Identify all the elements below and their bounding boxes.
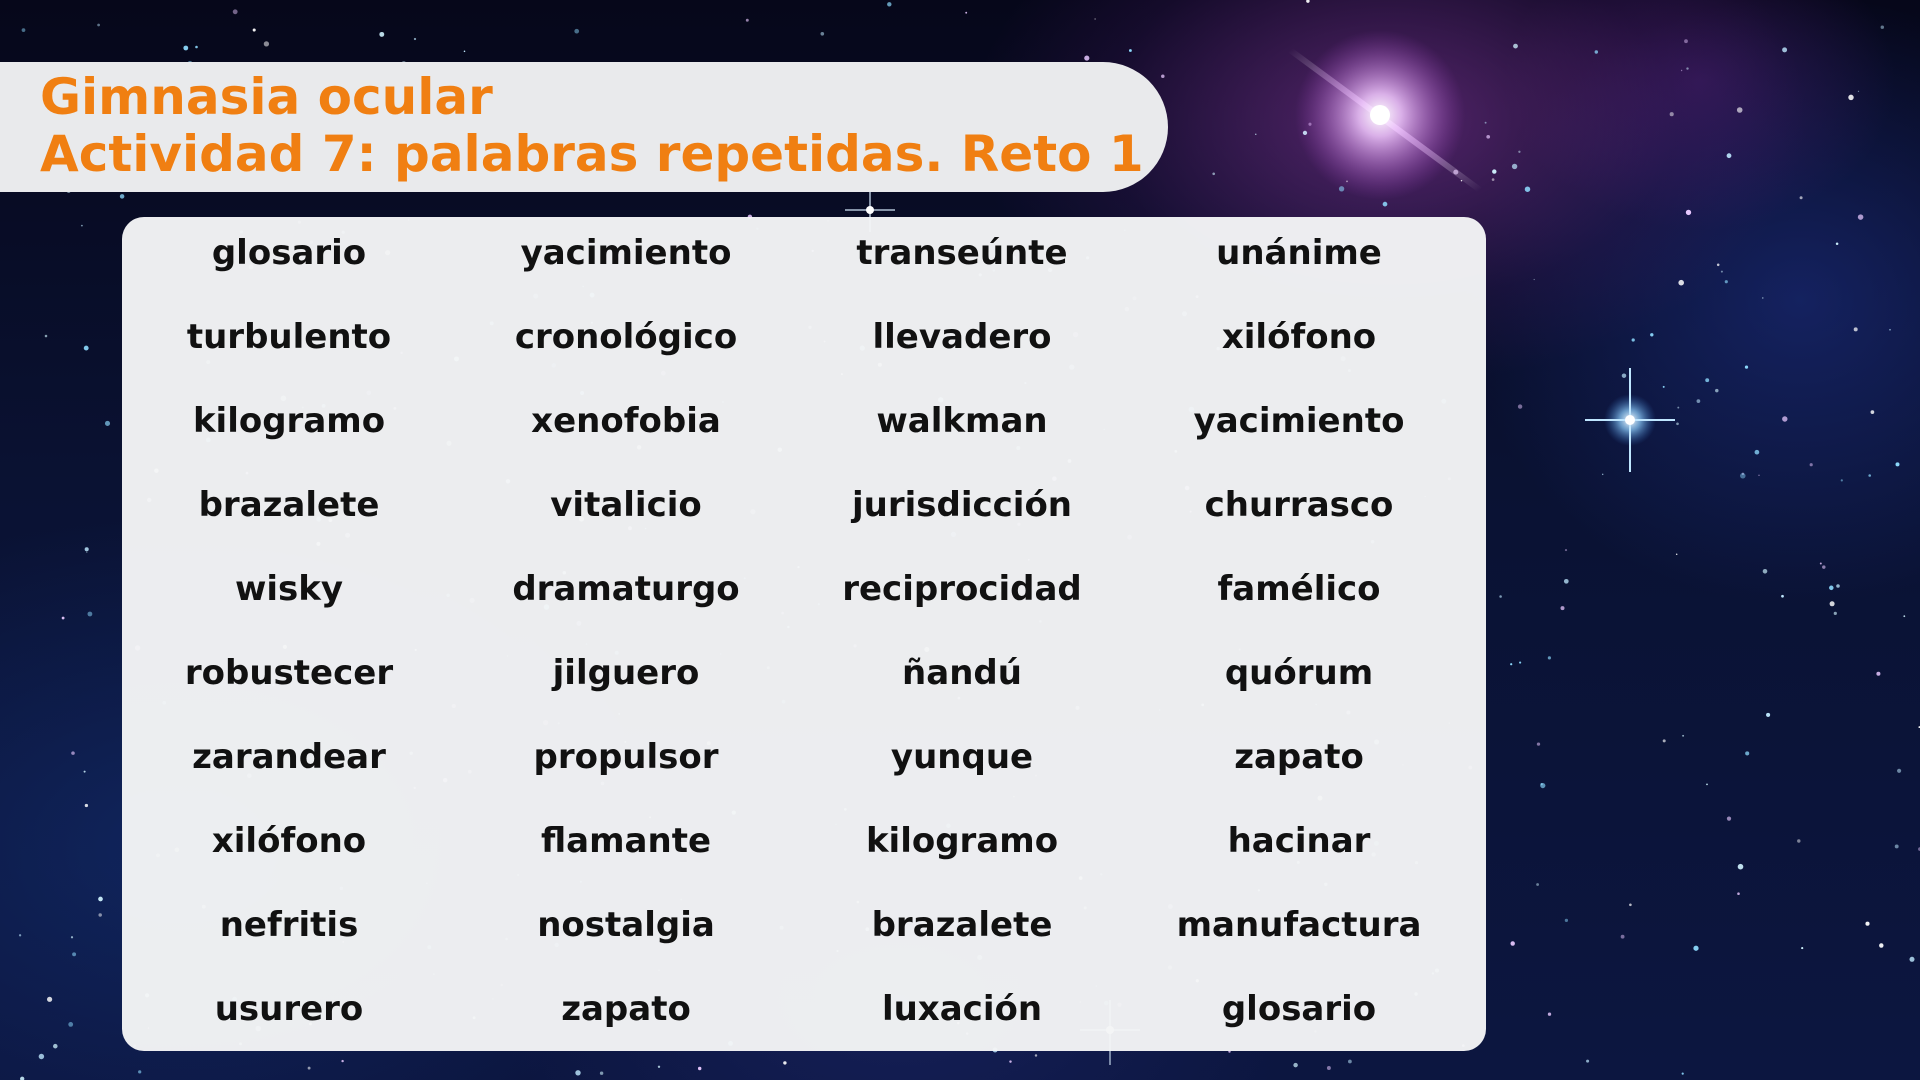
word-item: quórum	[1224, 653, 1374, 693]
word-item: zapato	[1234, 737, 1364, 777]
star-dot	[98, 897, 103, 902]
star-dot	[1800, 196, 1803, 199]
star-dot	[1871, 410, 1875, 414]
star-dot	[20, 1077, 24, 1080]
star-dot	[1903, 615, 1905, 617]
activity-subject-title: Gimnasia ocular	[40, 68, 493, 126]
star-dot	[1782, 47, 1787, 52]
star-dot	[1518, 404, 1522, 408]
word-item: zarandear	[192, 737, 386, 777]
star-dot	[1745, 751, 1749, 755]
star-dot	[1486, 135, 1490, 139]
star-dot	[1513, 44, 1518, 49]
star-dot	[1763, 569, 1768, 574]
star-dot	[264, 41, 269, 46]
star-dot	[1499, 595, 1502, 598]
star-dot	[1725, 280, 1728, 283]
star-dot	[1841, 479, 1843, 481]
word-item: reciprocidad	[842, 569, 1082, 609]
star-dot	[1858, 214, 1864, 220]
star-dot	[341, 1060, 343, 1062]
star-dot	[62, 617, 65, 620]
word-item: churrasco	[1204, 485, 1394, 525]
word-item: xenofobia	[531, 401, 721, 441]
star-dot	[1293, 1063, 1297, 1067]
word-item: jurisdicción	[851, 485, 1073, 525]
star-dot	[464, 51, 466, 53]
star-dot	[195, 46, 198, 49]
star-dot	[1621, 935, 1625, 939]
word-item: wisky	[234, 569, 344, 609]
star-dot	[887, 2, 891, 6]
star-dot	[1686, 67, 1688, 69]
word-item: transeúnte	[856, 233, 1068, 273]
star-dot	[1865, 922, 1869, 926]
star-dot	[1889, 329, 1891, 331]
star-dot	[45, 335, 48, 338]
word-item: manufactura	[1176, 905, 1422, 945]
star-dot	[379, 32, 384, 37]
star-dot	[47, 997, 52, 1002]
activity-title: Actividad 7: palabras repetidas. Reto 1	[40, 125, 1144, 183]
star-dot	[1561, 606, 1565, 610]
star-dot	[22, 28, 26, 32]
star-dot	[1909, 957, 1914, 962]
star-dot	[1737, 892, 1740, 895]
word-item: nefritis	[219, 905, 359, 945]
star-dot	[1745, 365, 1748, 368]
star-dot	[1676, 422, 1679, 425]
word-item: usurero	[214, 989, 364, 1029]
star-dot	[1663, 386, 1665, 388]
star-dot	[1782, 416, 1787, 421]
star-dot	[1810, 463, 1813, 466]
star-dot	[1518, 151, 1520, 153]
star-dot	[84, 346, 89, 351]
star-dot	[1629, 903, 1632, 906]
star-dot	[1829, 586, 1834, 591]
star-dot	[1510, 941, 1514, 945]
star-dot	[85, 547, 89, 551]
star-dot	[1820, 563, 1822, 565]
star-dot	[1801, 947, 1803, 949]
star-dot	[1677, 407, 1679, 409]
star-dot	[1327, 1066, 1331, 1070]
star-dot	[1586, 1060, 1589, 1063]
star-dot	[1536, 883, 1539, 886]
star-dot	[1721, 271, 1723, 273]
star-dot	[965, 12, 967, 14]
star-dot	[1693, 946, 1698, 951]
star-dot	[1684, 39, 1688, 43]
star-dot	[71, 936, 73, 938]
star-dot	[1836, 584, 1840, 588]
star-dot	[783, 1061, 786, 1064]
star-dot	[1485, 122, 1487, 124]
star-dot	[1255, 134, 1256, 135]
star-dot	[85, 804, 88, 807]
star-dot	[97, 24, 100, 27]
star-dot	[1348, 1060, 1352, 1064]
star-dot	[98, 913, 101, 916]
star-dot	[1834, 612, 1837, 615]
star-dot	[1895, 844, 1899, 848]
star-dot	[1715, 389, 1718, 392]
star-dot	[1755, 450, 1760, 455]
star-dot	[414, 38, 416, 40]
word-item: yunque	[890, 737, 1034, 777]
word-item: brazalete	[871, 905, 1053, 945]
star-dot	[1762, 297, 1763, 298]
word-item: yacimiento	[520, 233, 732, 273]
star-dot	[87, 612, 92, 617]
star-dot	[1881, 25, 1884, 28]
star-dot	[1868, 474, 1871, 477]
word-item: nostalgia	[537, 905, 715, 945]
star-dot	[1510, 663, 1512, 665]
star-dot	[658, 1066, 660, 1068]
star-dot	[1009, 1060, 1011, 1062]
word-item: luxación	[881, 989, 1043, 1029]
word-item: robustecer	[184, 653, 394, 693]
word-item: walkman	[876, 401, 1048, 441]
star-dot	[1848, 95, 1853, 100]
word-item: propulsor	[533, 737, 719, 777]
star-dot	[1537, 742, 1540, 745]
star-dot	[1896, 462, 1900, 466]
star-dot	[1565, 549, 1567, 551]
star-dot	[53, 1044, 58, 1049]
star-dot	[1383, 202, 1388, 207]
star-dot	[1766, 713, 1770, 717]
star-dot	[1650, 333, 1653, 336]
star-dot	[19, 934, 21, 936]
word-item: zapato	[561, 989, 691, 1029]
star-dot	[1094, 18, 1095, 19]
star-dot	[68, 1022, 73, 1027]
star-dot	[84, 771, 86, 773]
star-dot	[746, 19, 749, 22]
star-dot	[81, 225, 83, 227]
star-dot	[1492, 169, 1496, 173]
star-dot	[86, 552, 87, 553]
star-dot	[1682, 1073, 1684, 1075]
word-item: xilófono	[211, 821, 367, 861]
star-dot	[1548, 656, 1551, 659]
star-dot	[1622, 373, 1627, 378]
word-item: turbulento	[186, 317, 392, 357]
star-dot	[1632, 338, 1635, 341]
star-dot	[1854, 327, 1858, 331]
star-dot	[1678, 280, 1684, 286]
word-item: kilogramo	[192, 401, 386, 441]
star-dot	[1897, 769, 1901, 773]
word-item: hacinar	[1227, 821, 1371, 861]
star-dot	[120, 194, 125, 199]
star-dot	[1705, 378, 1709, 382]
word-item: unánime	[1216, 233, 1382, 273]
word-item: ñandú	[902, 653, 1022, 693]
star-dot	[1548, 1013, 1551, 1016]
star-dot	[233, 9, 238, 14]
word-item: glosario	[211, 233, 367, 273]
star-dot	[1129, 49, 1132, 52]
star-dot	[1670, 112, 1674, 116]
blue-star-flare	[1585, 368, 1675, 472]
star-dot	[1797, 839, 1800, 842]
star-dot	[1876, 672, 1880, 676]
star-dot	[1717, 264, 1720, 267]
word-item: llevadero	[872, 317, 1052, 357]
star-dot	[1740, 473, 1746, 479]
star-dot	[574, 29, 579, 34]
star-dot	[1706, 783, 1708, 785]
star-dot	[1306, 0, 1309, 3]
word-item: glosario	[1221, 989, 1377, 1029]
star-dot	[1781, 595, 1784, 598]
star-dot	[1512, 164, 1517, 169]
star-dot	[253, 28, 256, 31]
star-dot	[1602, 474, 1603, 475]
word-item: yacimiento	[1193, 401, 1405, 441]
purple-flare	[1290, 30, 1480, 200]
star-dot	[1738, 864, 1744, 870]
star-dot	[1682, 735, 1684, 737]
star-dot	[1697, 399, 1701, 403]
word-item: dramaturgo	[512, 569, 740, 609]
star-dot	[1534, 279, 1535, 280]
star-dot	[1035, 1054, 1037, 1056]
star-dot	[1686, 210, 1691, 215]
star-dot	[71, 751, 75, 755]
star-dot	[600, 1071, 603, 1074]
star-dot	[72, 952, 76, 956]
word-item: jilguero	[552, 653, 700, 693]
star-dot	[1161, 74, 1165, 78]
word-panel	[122, 217, 1486, 1051]
star-dot	[1564, 579, 1569, 584]
star-dot	[1676, 553, 1678, 555]
star-dot	[1737, 107, 1743, 113]
word-item: xilófono	[1221, 317, 1377, 357]
star-dot	[1492, 178, 1495, 181]
star-dot	[1565, 919, 1568, 922]
star-dot	[1084, 56, 1089, 61]
star-dot	[39, 1054, 44, 1059]
star-dot	[1681, 70, 1682, 71]
star-dot	[1212, 172, 1215, 175]
star-dot	[1525, 186, 1530, 191]
star-dot	[138, 1070, 141, 1073]
star-dot	[183, 46, 188, 51]
star-dot	[1858, 91, 1859, 92]
word-item: cronológico	[514, 317, 738, 357]
star-dot	[1879, 943, 1883, 947]
word-item: famélico	[1217, 569, 1381, 609]
star-dot	[308, 1067, 311, 1070]
word-grid	[122, 217, 1486, 1051]
star-dot	[1830, 601, 1835, 606]
star-dot	[1540, 783, 1542, 785]
star-dot	[1836, 242, 1839, 245]
star-dot	[1595, 50, 1598, 53]
word-item: brazalete	[198, 485, 380, 525]
star-dot	[820, 32, 824, 36]
star-dot	[1519, 662, 1521, 664]
star-dot	[1822, 565, 1825, 568]
star-dot	[698, 1067, 701, 1070]
word-item: flamante	[540, 821, 712, 861]
star-dot	[105, 421, 110, 426]
word-item: vitalicio	[550, 485, 702, 525]
star-dot	[1758, 475, 1759, 476]
star-dot	[1727, 153, 1732, 158]
star-dot	[1663, 739, 1666, 742]
word-item: kilogramo	[865, 821, 1059, 861]
star-dot	[575, 1070, 580, 1075]
star-dot	[1727, 816, 1731, 820]
